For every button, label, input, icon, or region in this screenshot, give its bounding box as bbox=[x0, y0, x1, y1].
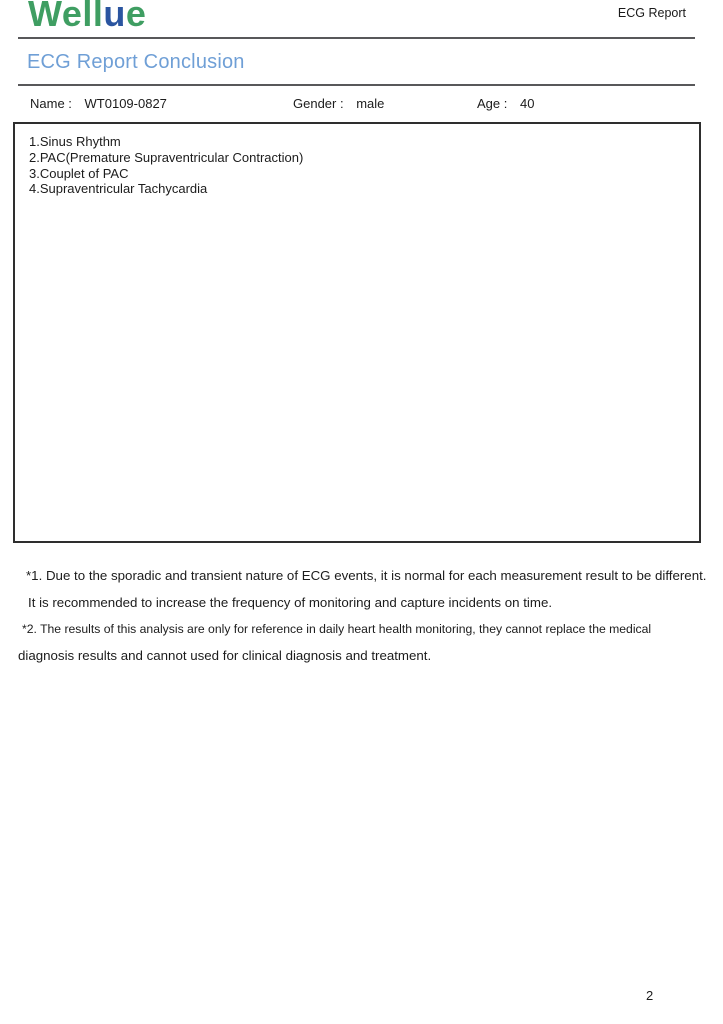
page-number: 2 bbox=[646, 988, 654, 1003]
patient-name-field bbox=[30, 96, 167, 111]
logo-letter: l bbox=[92, 0, 104, 34]
disclaimer-line: diagnosis results and cannot used for clinical diagnosis and treatment. bbox=[18, 647, 432, 663]
header-divider bbox=[18, 37, 695, 39]
name-label: Name : bbox=[30, 96, 72, 111]
conclusion-item: 1.Sinus Rhythm bbox=[29, 134, 121, 149]
patient-gender-field bbox=[293, 96, 384, 111]
logo-letter: e bbox=[125, 0, 147, 34]
conclusion-item: 3.Couplet of PAC bbox=[29, 165, 129, 181]
disclaimer-line: *2. The results of this analysis are only for reference in daily heart health monitoring, they cannot replace the medical bbox=[22, 622, 652, 636]
logo-letter: l bbox=[82, 0, 93, 34]
title-divider bbox=[18, 84, 695, 86]
header-report-label: ECG Report bbox=[617, 6, 686, 20]
conclusion-box bbox=[13, 122, 701, 543]
patient-info-row bbox=[0, 96, 723, 114]
conclusion-item: 2.PAC(Premature Supraventricular Contraction) bbox=[29, 149, 304, 165]
name-value: WT0109-0827 bbox=[84, 96, 167, 111]
logo-letter: W bbox=[28, 0, 62, 34]
wellue-logo bbox=[28, 0, 146, 34]
age-value: 40 bbox=[519, 96, 535, 111]
disclaimer-line: It is recommended to increase the frequency of monitoring and capture incidents on time. bbox=[28, 594, 553, 610]
section-title: ECG Report Conclusion bbox=[27, 51, 245, 73]
logo-letter: u bbox=[103, 0, 126, 34]
gender-value: male bbox=[356, 96, 385, 111]
patient-age-field bbox=[477, 96, 534, 111]
disclaimer-notes bbox=[0, 563, 723, 669]
conclusion-item: 4.Supraventricular Tachycardia bbox=[29, 181, 208, 197]
disclaimer-line: *1. Due to the sporadic and transient nature of ECG events, it is normal for each measurement result to be different. bbox=[26, 568, 707, 583]
age-label: Age : bbox=[477, 96, 508, 111]
gender-label: Gender : bbox=[293, 96, 344, 111]
logo-letter: e bbox=[61, 0, 83, 34]
